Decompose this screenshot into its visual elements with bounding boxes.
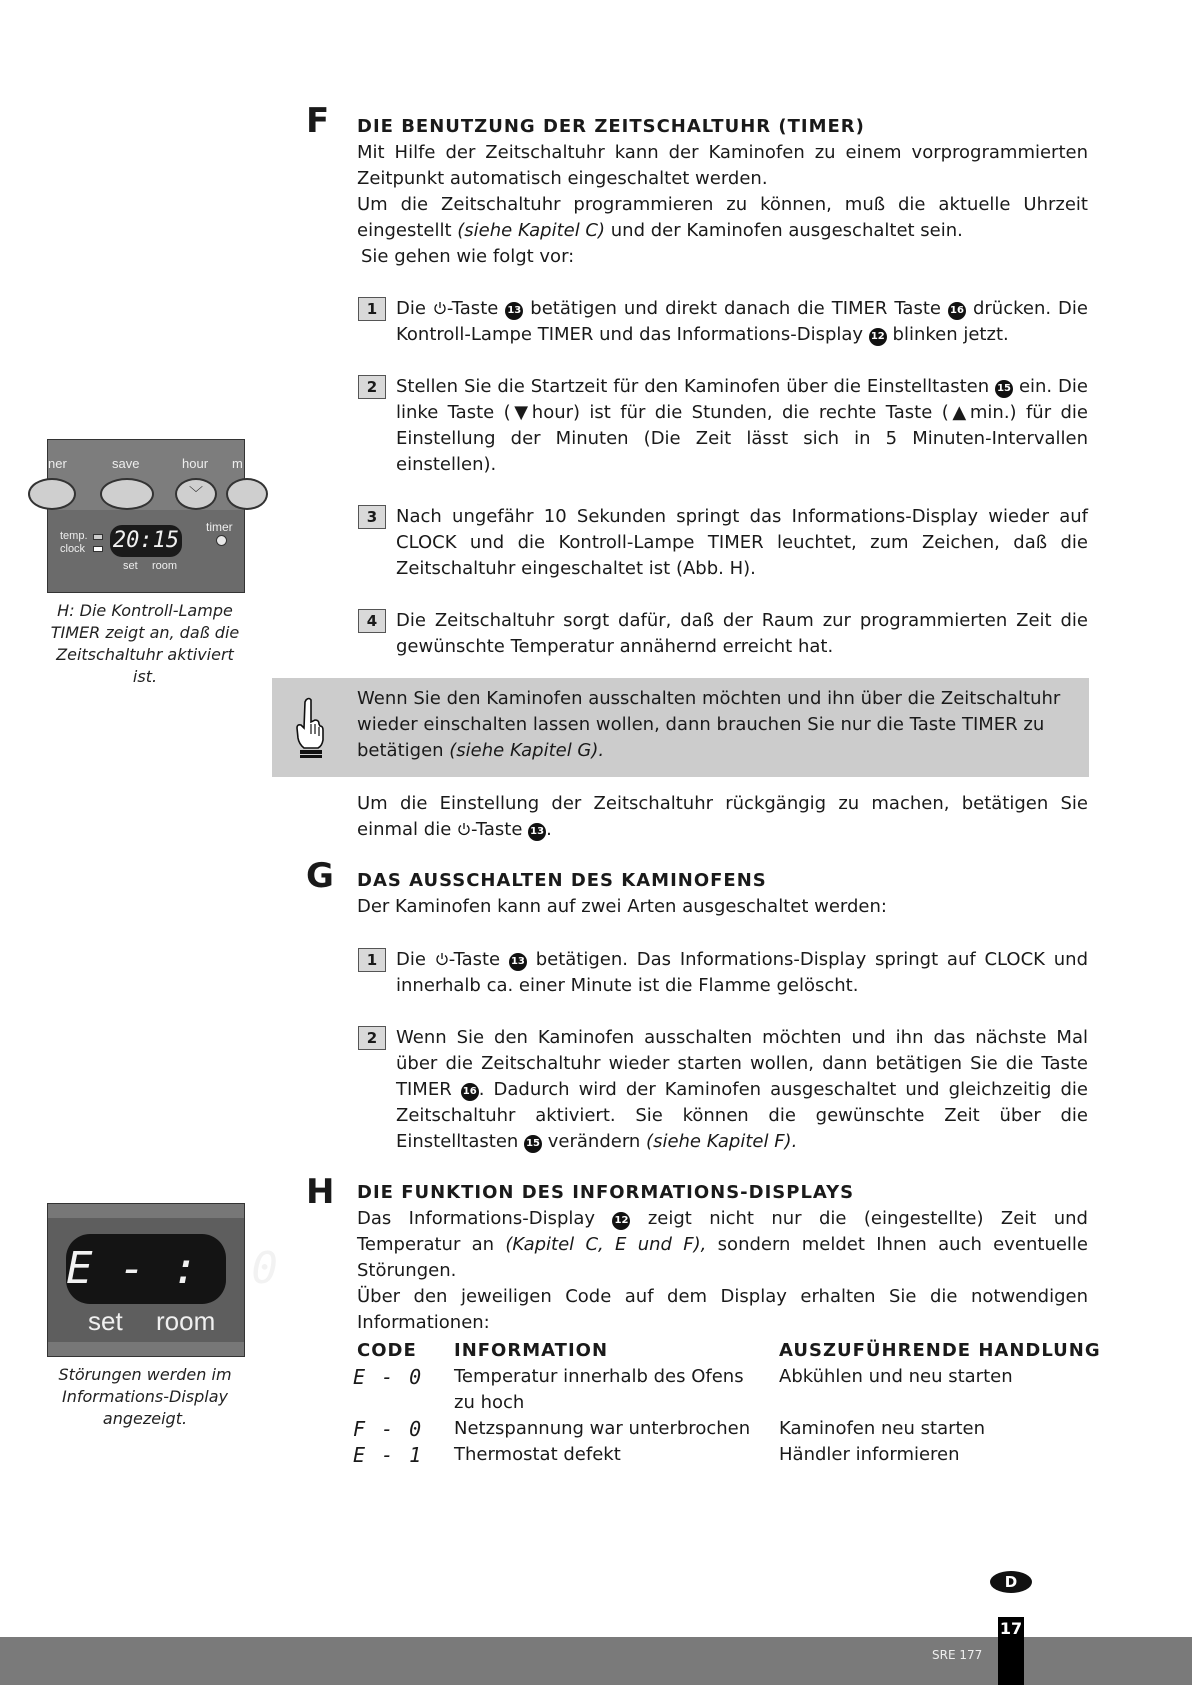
callout-number: 13 (528, 823, 546, 841)
model-label: SRE 177 (932, 1648, 983, 1662)
step-text: Stellen Sie die Startzeit für den Kaminofen über die Einstelltasten 15 ein. Die linke Taste (▼hour) ist für die Stunden, die rechte Taste (▲min.) für die Einstellung der Minuten (Die Zeit lässt sich in 5 Minuten-Intervallen einstellen). (396, 376, 1088, 475)
error-code: E - 1 (353, 1443, 424, 1467)
section-letter-h: H (306, 1172, 335, 1212)
hint-text: Wenn Sie den Kaminofen ausschalten möchten und ihn über die Zeitschaltuhr wieder einschalten lassen wollen, dann brauchen Sie nur die Taste TIMER zu betätigen (siehe Kapitel G). (357, 688, 1061, 761)
step-number-box: 1 (358, 297, 386, 321)
intro-line-2-end: und der Kaminofen ausgeschaltet sein. (605, 220, 963, 241)
figure-caption: Störungen werden im Informations-Display angezeigt. (58, 1365, 232, 1428)
table-header-action: AUSZUFÜHRENDE HANDLUNG (779, 1340, 1101, 1361)
panel-label: ner (48, 456, 67, 471)
step-number-box: 2 (358, 1026, 386, 1050)
panel-label: room (156, 1306, 216, 1336)
table-header-code: CODE (357, 1340, 417, 1361)
section-title-g: DAS AUSSCHALTEN DES KAMINOFENS (357, 870, 767, 891)
step-number-box: 2 (358, 375, 386, 399)
timer-indicator-lamp (216, 535, 227, 546)
section-h-intro: Das Informations-Display 12 zeigt nicht nur die (eingestellte) Zeit und Temperatur an (Kapitel C, E und F), sondern meldet Ihnen auch eventuelle Störungen. Über den jeweiligen Code auf dem Display erhalten Sie die notwendigen Informationen: (357, 1208, 1089, 1333)
power-icon (457, 822, 471, 836)
language-badge: D (990, 1571, 1032, 1593)
panel-label: temp. (60, 530, 88, 542)
chapter-reference: (Kapitel C, E und F), (505, 1234, 707, 1255)
callout-number: 15 (995, 380, 1013, 398)
step-number-box: 1 (358, 948, 386, 972)
panel-edge (48, 1342, 244, 1356)
panel-label: set (88, 1306, 123, 1336)
power-icon (435, 952, 449, 966)
step-text: Die -Taste 13 betätigen und direkt danach die TIMER Taste 16 drücken. Die Kontroll-Lampe TIMER und das Informations-Display 12 blinken jetzt. (396, 298, 1088, 345)
section-letter-g: G (306, 856, 334, 896)
min-up-button (226, 478, 268, 510)
error-display-figure (47, 1203, 278, 1357)
panel-label: room (152, 560, 178, 572)
panel-label: timer (206, 520, 233, 534)
panel-label: clock (60, 543, 86, 555)
chapter-reference: (siehe Kapitel G). (449, 740, 605, 761)
timer-button (28, 478, 76, 510)
power-icon (433, 301, 447, 315)
callout-number: 12 (869, 328, 887, 346)
section-title-h: DIE FUNKTION DES INFORMATIONS-DISPLAYS (357, 1182, 855, 1203)
page-number: 17 (998, 1617, 1024, 1685)
callout-number: 15 (524, 1135, 542, 1153)
control-panel-figure (47, 439, 245, 593)
error-code: E - 0 (353, 1365, 424, 1389)
callout-number: 13 (509, 953, 527, 971)
step-text: Wenn Sie den Kaminofen ausschalten möchten und ihn das nächste Mal über die Zeitschaltuhr wieder starten wollen, dann betätigen Sie die Taste TIMER 16 . Dadurch wird der Kaminofen ausgeschaltet und gleichzeitig die Zeitschaltuhr aktiviert. Sie können die gewünschte Zeit über die Einstelltasten 15 verändern (siehe Kapitel F). (396, 1027, 1088, 1152)
hour-down-button (175, 478, 217, 510)
step-text: Nach ungefähr 10 Sekunden springt das Informations-Display wieder auf CLOCK und die Kontroll-Lampe TIMER leuchtet, zum Zeichen, daß die Zeitschaltuhr eingeschaltet ist (Abb. H). (396, 506, 1088, 579)
table-cell-action: Händler informieren (779, 1444, 960, 1465)
callout-number: 12 (612, 1212, 630, 1230)
clock-indicator-lamp (93, 546, 103, 552)
figure-caption: H: Die Kontroll-Lampe TIMER zeigt an, daß die Zeitschaltuhr aktiviert ist. (50, 601, 240, 686)
callout-number: 13 (505, 302, 523, 320)
panel-label: set (123, 560, 138, 572)
intro-line-1: Mit Hilfe der Zeitschaltuhr kann der Kaminofen zu einem vorprogrammierten Zeitpunkt automatisch eingeschaltet werden. (357, 142, 1088, 189)
table-cell-information: Temperatur innerhalb des Ofens zu hoch (454, 1366, 744, 1413)
clock-display: 20:15 (110, 525, 182, 557)
callout-number: 16 (948, 302, 966, 320)
hint-box (272, 678, 1089, 777)
panel-edge (48, 1204, 244, 1218)
section-f-intro (357, 140, 1088, 270)
save-button (100, 478, 154, 510)
intro-line-2: Um die Zeitschaltuhr programmieren zu können, muß die aktuelle Uhrzeit eingestellt (357, 194, 1088, 241)
table-cell-information: Netzspannung war unterbrochen (454, 1418, 751, 1439)
callout-number: 16 (461, 1083, 479, 1101)
step-text: Die -Taste 13 betätigen. Das Informations-Display springt auf CLOCK und innerhalb ca. einer Minute ist die Flamme gelöscht. (396, 949, 1088, 996)
table-cell-information: Thermostat defekt (454, 1444, 621, 1465)
section-letter-f: F (306, 101, 330, 141)
panel-label: save (112, 456, 140, 471)
undo-paragraph: Um die Einstellung der Zeitschaltuhr rückgängig zu machen, betätigen Sie einmal die -Taste 13 . (357, 793, 1088, 840)
table-cell-action: Abkühlen und neu starten (779, 1366, 1013, 1387)
chapter-reference: (siehe Kapitel F). (646, 1131, 798, 1152)
panel-label: hour (182, 456, 209, 471)
step-text: Die Zeitschaltuhr sorgt dafür, daß der Raum zur programmierten Zeit die gewünschte Temperatur annähernd erreicht hat. (396, 610, 1088, 657)
error-display: E - : 0 (66, 1234, 226, 1304)
section-g-intro: Der Kaminofen kann auf zwei Arten ausgeschaltet werden: (357, 896, 887, 917)
intro-line-3: Sie gehen wie folgt vor: (361, 246, 575, 267)
chevron-down-icon: ﹀ (189, 486, 203, 502)
section-title-f: DIE BENUTZUNG DER ZEITSCHALTUHR (TIMER) (357, 116, 865, 137)
pointing-hand-icon (292, 696, 326, 760)
step-number-box: 3 (358, 505, 386, 529)
error-code: F - 0 (353, 1417, 424, 1441)
panel-label: m (232, 456, 243, 471)
step-number-box: 4 (358, 609, 386, 633)
chapter-reference: (siehe Kapitel C) (457, 220, 606, 241)
temp-indicator-lamp (93, 534, 103, 540)
table-header-information: INFORMATION (454, 1340, 609, 1361)
table-cell-action: Kaminofen neu starten (779, 1418, 986, 1439)
